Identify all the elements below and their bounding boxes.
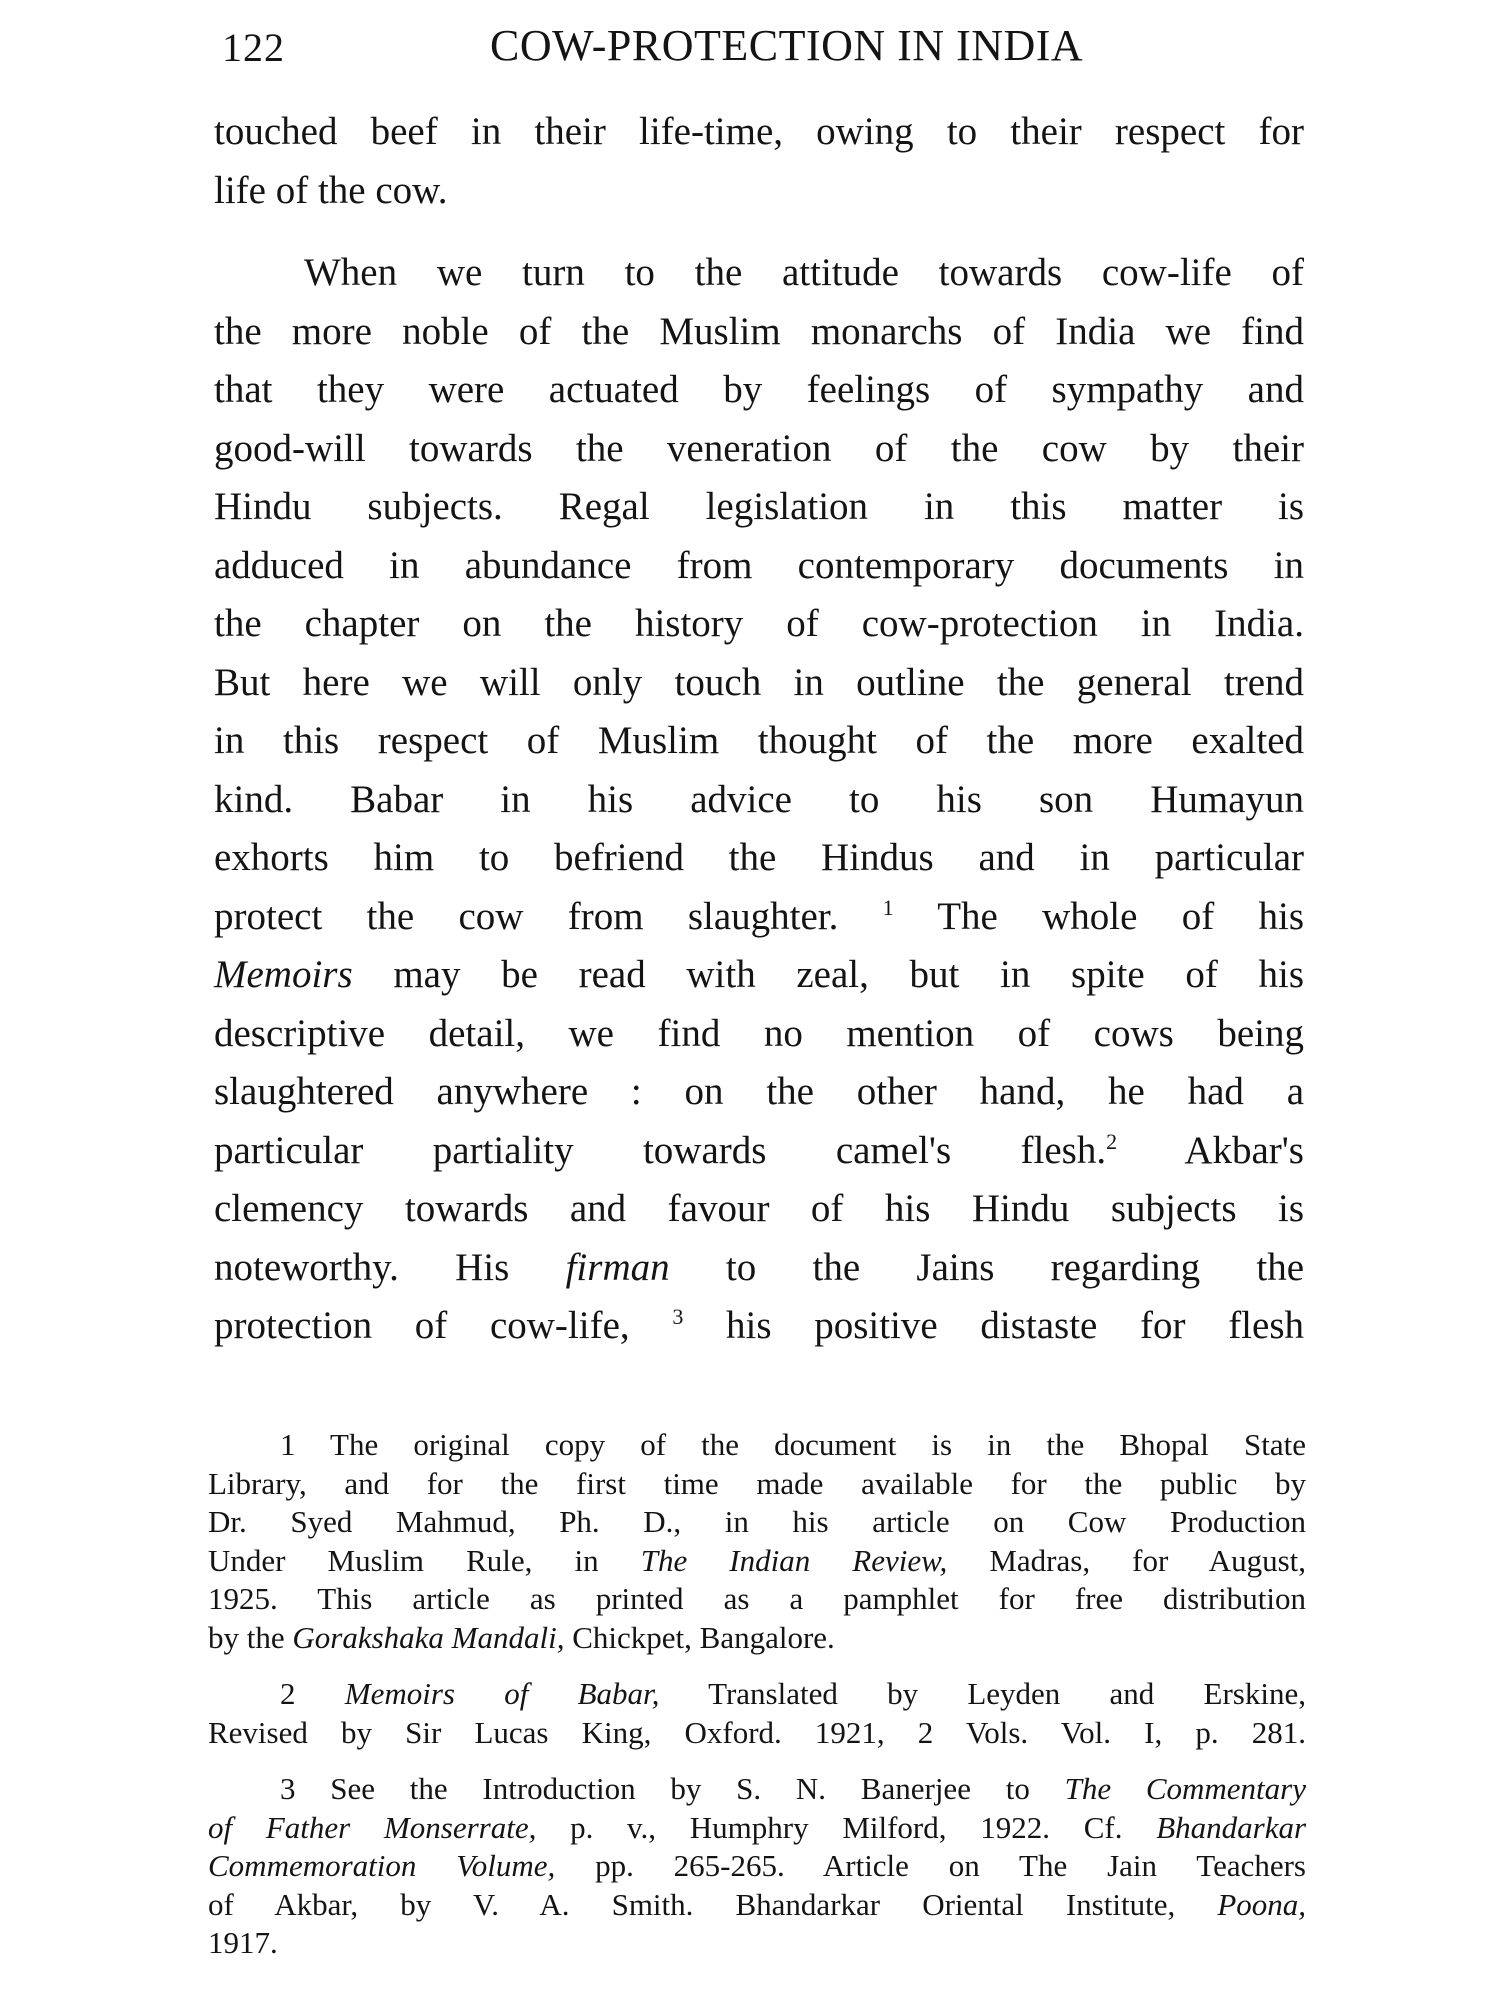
text-segment: to the Jains regarding the — [725, 1245, 1305, 1289]
text-line: slaughtered anywhere : on the other hand, he had a — [214, 1070, 1304, 1113]
footnote-line: Revised by Sir Lucas King, Oxford. 1921, 2 Vols. Vol. I, p. 281. — [208, 1714, 1306, 1750]
text-line: descriptive detail, we find no mention of cows being — [214, 1011, 1304, 1055]
text-segment: Translated by Leyden and Erskine, — [708, 1676, 1306, 1711]
text-line — [214, 946, 1304, 1005]
footnote-line — [208, 1770, 1306, 1809]
text-segment: protect the cow from slaughter. — [214, 894, 839, 938]
footnote-line: 1925. This article as printed as a pamphlet for free distribution — [208, 1581, 1306, 1616]
text-line — [214, 888, 1304, 947]
text-line: When we turn to the attitude towards cow-life of — [304, 251, 1304, 294]
body-text — [214, 103, 1304, 1356]
text-line: good-will towards the veneration of the cow by their — [214, 426, 1304, 470]
footnote-line: Library, and for the first time made available for the public by — [208, 1465, 1306, 1501]
italic-title: Bhandarkar — [1156, 1809, 1307, 1845]
paragraph-2 — [214, 244, 1304, 1356]
text-line — [214, 1297, 1304, 1356]
text-line: life of the cow. — [214, 168, 448, 212]
text-segment: his positive distaste for flesh — [726, 1304, 1305, 1347]
page-number: 122 — [222, 25, 285, 70]
text-segment: Chickpet, Bangalore. — [572, 1619, 835, 1655]
italic-title: Memoirs of Babar, — [344, 1676, 660, 1711]
footnote-ref-1[interactable]: 1 — [882, 894, 894, 920]
footnote-line — [208, 1619, 1306, 1658]
text-segment: 2 — [280, 1676, 296, 1711]
footnote-line — [208, 1847, 1306, 1886]
text-segment: of Akbar, by V. A. Smith. Bhandarkar Oriental Institute, — [208, 1886, 1176, 1922]
footnote-line — [208, 1542, 1306, 1581]
footnote-line — [208, 1675, 1306, 1714]
footnote-1 — [208, 1426, 1306, 1657]
text-segment: Akbar's — [1184, 1128, 1304, 1172]
text-line: the more noble of the Muslim monarchs of India we find — [214, 309, 1304, 353]
footnote-2 — [208, 1675, 1306, 1752]
italic-title: Gorakshaka Mandali, — [292, 1619, 565, 1655]
footnotes — [208, 1426, 1306, 1981]
text-segment: p. v., Humphry Milford, 1922. Cf. — [570, 1809, 1123, 1845]
text-segment: Madras, for August, — [989, 1542, 1306, 1578]
text-line: in this respect of Muslim thought of the more exalted — [214, 719, 1304, 762]
footnote-line: 1917. — [208, 1925, 278, 1960]
text-line: adduced in abundance from contemporary documents in — [214, 543, 1304, 587]
text-segment: protection of cow-life, — [214, 1304, 630, 1347]
text-segment: pp. 265-265. Article on The Jain Teachers — [595, 1848, 1306, 1883]
text-line: the chapter on the history of cow-protection in India. — [214, 602, 1304, 645]
footnote-line — [208, 1809, 1306, 1848]
footnote-ref-2[interactable]: 2 — [1106, 1128, 1118, 1154]
running-title: COW-PROTECTION IN INDIA — [490, 21, 1084, 70]
italic-title: Commemoration Volume, — [208, 1848, 556, 1883]
text-segment: Under Muslim Rule, in — [208, 1542, 599, 1578]
text-line — [214, 1122, 1304, 1181]
italic-title: The Commentary — [1064, 1771, 1306, 1806]
footnote-ref-3[interactable]: 3 — [672, 1304, 684, 1329]
italic-title: The Indian Review, — [640, 1542, 948, 1578]
text-segment: by the — [208, 1619, 285, 1655]
text-segment: particular partiality towards camel's flesh. — [214, 1128, 1107, 1172]
text-line: exhorts him to befriend the Hindus and in particular — [214, 836, 1304, 879]
text-line — [214, 1239, 1304, 1298]
text-line: But here we will only touch in outline the general trend — [214, 660, 1304, 704]
italic-title: Memoirs — [214, 953, 353, 996]
footnote-3 — [208, 1770, 1306, 1963]
text-line: that they were actuated by feelings of sympathy and — [214, 368, 1304, 411]
footnote-line: Dr. Syed Mahmud, Ph. D., in his article on Cow Production — [208, 1504, 1306, 1539]
text-line: touched beef in their life-time, owing to their respect for — [214, 110, 1304, 153]
text-line: clemency towards and favour of his Hindu subjects is — [214, 1187, 1304, 1230]
text-segment: 3 See the Introduction by S. N. Banerjee to — [280, 1771, 1030, 1806]
paragraph-1 — [214, 103, 1304, 220]
footnote-line: 1 The original copy of the document is in the Bhopal State — [280, 1427, 1306, 1462]
text-segment: noteworthy. His — [214, 1245, 510, 1289]
italic-title: Poona, — [1217, 1886, 1307, 1922]
italic-title: of Father Monserrate, — [208, 1809, 537, 1845]
page-header — [210, 20, 1320, 80]
text-segment: may be read with zeal, but in spite of his — [393, 953, 1305, 996]
text-segment: The whole of his — [937, 894, 1305, 938]
text-line: kind. Babar in his advice to his son Humayun — [214, 777, 1304, 821]
italic-term: firman — [565, 1245, 670, 1289]
footnote-line — [208, 1886, 1306, 1925]
text-line: Hindu subjects. Regal legislation in this matter is — [214, 485, 1304, 528]
